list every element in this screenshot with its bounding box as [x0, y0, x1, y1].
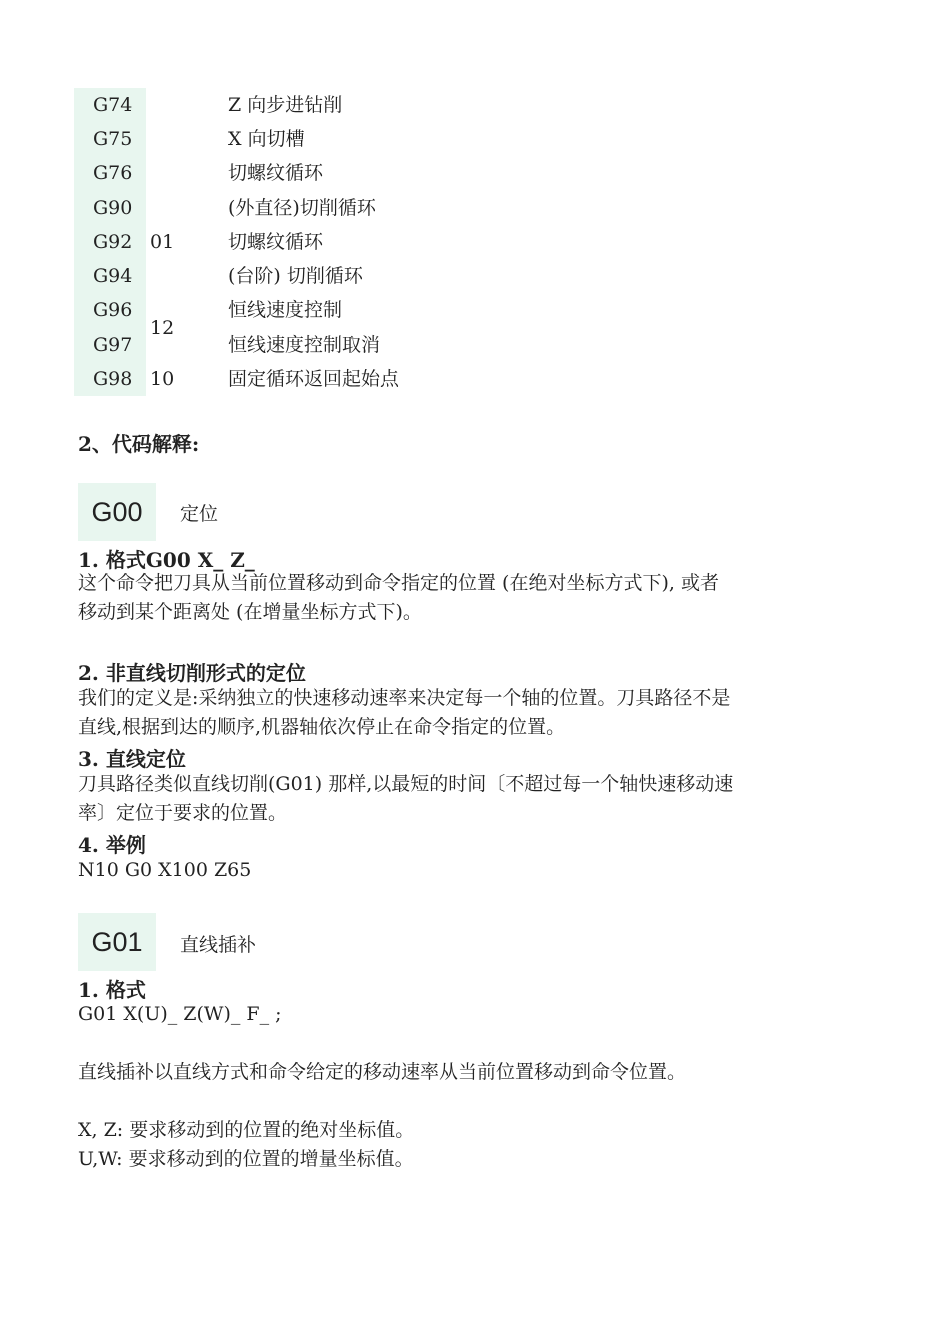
g01-uw-description: U,W: 要求移动到的位置的增量坐标值。	[78, 1148, 414, 1170]
table-code-g74: G74	[93, 94, 133, 116]
g00-example-code: N10 G0 X100 Z65	[78, 859, 252, 881]
g01-format-heading: 1. 格式	[78, 978, 146, 1002]
table-desc-g75: X 向切槽	[228, 128, 305, 150]
table-desc-g96: 恒线速度控制	[228, 299, 343, 321]
table-code-g97: G97	[93, 334, 133, 356]
table-group-g96-g97: 12	[150, 317, 175, 339]
g01-xz-description: X, Z: 要求移动到的位置的绝对坐标值。	[78, 1119, 415, 1141]
g00-paragraph-2-line-2: 直线,根据到达的顺序,机器轴依次停止在命令指定的位置。	[78, 716, 566, 738]
g00-paragraph-1-line-2: 移动到某个距离处 (在增量坐标方式下)。	[78, 601, 422, 623]
g01-description: 直线插补以直线方式和命令给定的移动速率从当前位置移动到命令位置。	[78, 1061, 687, 1083]
g00-label: 定位	[180, 503, 219, 525]
g00-heading-3: 3. 直线定位	[78, 747, 186, 771]
g01-code-box: G01	[78, 913, 156, 971]
table-desc-g97: 恒线速度控制取消	[228, 334, 381, 356]
table-group-g98: 10	[150, 368, 175, 390]
table-desc-g92: 切螺纹循环	[228, 231, 324, 253]
table-code-g94: G94	[93, 265, 133, 287]
table-code-g96: G96	[93, 299, 133, 321]
g00-paragraph-1-line-1: 这个命令把刀具从当前位置移动到命令指定的位置 (在绝对坐标方式下), 或者	[78, 572, 719, 594]
g00-format-heading: 1. 格式G00 X_ Z_	[78, 548, 255, 572]
table-desc-g98: 固定循环返回起始点	[228, 368, 400, 390]
table-code-g90: G90	[93, 197, 133, 219]
table-desc-g90: (外直径)切削循环	[228, 197, 376, 219]
table-desc-g76: 切螺纹循环	[228, 162, 324, 184]
g01-format-code: G01 X(U)_ Z(W)_ F_ ;	[78, 1003, 282, 1025]
g00-heading-2: 2. 非直线切削形式的定位	[78, 661, 306, 685]
table-desc-g94: (台阶) 切削循环	[228, 265, 363, 287]
table-group-g92: 01	[150, 231, 175, 253]
table-code-g75: G75	[93, 128, 133, 150]
section-heading: 2、代码解释:	[78, 432, 200, 456]
table-code-g92: G92	[93, 231, 133, 253]
g01-label: 直线插补	[180, 934, 257, 956]
table-desc-g74: Z 向步进钻削	[228, 94, 343, 116]
g00-code-box: G00	[78, 483, 156, 541]
g00-paragraph-3-line-1: 刀具路径类似直线切削(G01) 那样,以最短的时间〔不超过每一个轴快速移动速	[78, 773, 734, 795]
g00-paragraph-2-line-1: 我们的定义是:采纳独立的快速移动速率来决定每一个轴的位置。刀具路径不是	[78, 687, 731, 709]
table-code-g98: G98	[93, 368, 133, 390]
table-code-g76: G76	[93, 162, 133, 184]
g00-paragraph-3-line-2: 率〕定位于要求的位置。	[78, 802, 288, 824]
g00-heading-4: 4. 举例	[78, 833, 146, 857]
